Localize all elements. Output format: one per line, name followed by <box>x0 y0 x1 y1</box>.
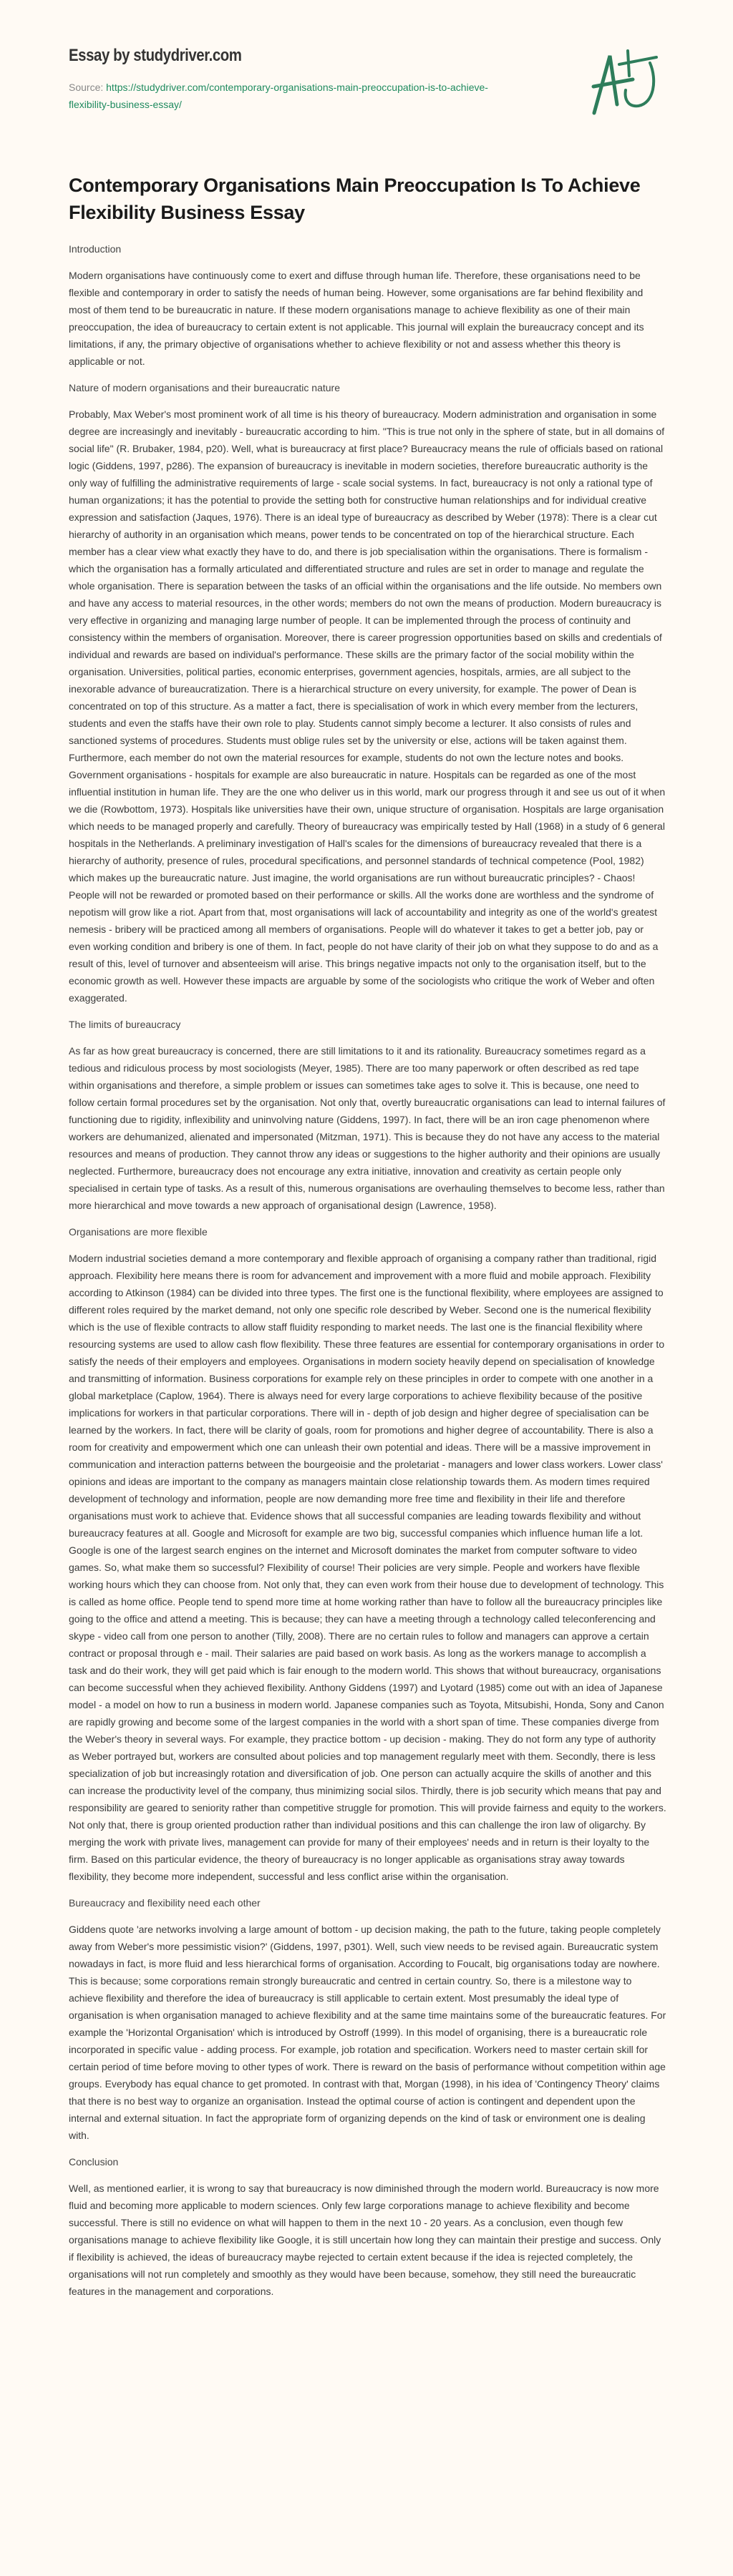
section-paragraph: Modern organisations have continuously come to exert and diffuse through human life. Therefore, these organisations need to be flexible and contemporary in order to satisfy the needs of human being. However, some organisations are far behind flexibility and most of them tend to be bureaucratic in nature. If these modern organisations manage to achieve flexibility as one of their main preoccupation, the idea of bureaucracy to certain extent is not applicable. This journal will explain the bureaucracy concept and its limitations, if any, the primary objective of organisations whether to achieve flexibility or not and assess whether this theory is applicable or not. <box>69 270 644 367</box>
section-heading: Nature of modern organisations and their bureaucratic nature <box>69 382 340 393</box>
section-heading: Introduction <box>69 243 122 255</box>
section-bureaucracy-and-flexibility <box>69 1894 665 2144</box>
section-heading: Bureaucracy and flexibility need each other <box>69 1897 261 1909</box>
section-paragraph: Modern industrial societies demand a more contemporary and flexible approach of organising a company rather than traditional, rigid approach. Flexibility here means there is room for advancement and improvement with a more fluid and mobile approach. Flexibility according to Atkinson (1984) can be divided into three types. The first one is the functional flexibility, where employees are assigned to different roles required by the market demand, not only one specific role described by Weber. Second one is the numerical flexibility which is the use of flexible contracts to allow staff fluidity responding to market needs. The last one is the financial flexibility where resourcing systems are used to allow cash flow flexibility. These three features are essential for contemporary organisations in order to satisfy the needs of their employers and employees. Organisations in modern society heavily depend on specialisation of knowledge and transmitting of information. Business corporations for example rely on these principles in order to compete with one another in a global marketplace (Caplow, 1964). There is always need for every large corporations to achieve flexibility because of the positive implications for workers in that particular corporations. There will in - depth of job design and higher degree of specialisation can be learned by the workers. In fact, there will be clarity of goals, room for promotions and higher degree of accountability. There is also a room for creativity and empowerment which one can unleash their own potential and ideas. There will be a massive improvement in communication and interaction patterns between the bourgeoisie and the proletariat - managers and lower class workers. Lower class' opinions and ideas are important to the company as managers maintain close relationship towards them. As modern times required development of technology and information, people are now demanding more free time and flexibility in their life and therefore organisations must work to achieve that. Evidence shows that all successful companies are leading towards flexibility and without bureaucracy features at all. Google and Microsoft for example are two big, successful companies which influence human life a lot. Google is one of the largest search engines on the internet and Microsoft dominates the market from computer software to video games. So, what make them so successful? Flexibility of course! Their policies are very simple. People and workers have flexible working hours which they can choose from. Not only that, they can even work from their house due to development of technology. This is called as home office. People tend to spend more time at home working rather than have to follow all the bureaucracy principles like going to the office and attend a meeting. This is because; they can have a meeting through a technology called teleconferencing and skype - video call from one person to another (Tilly, 2008). There are no certain rules to follow and managers can approve a certain contract or proposal through e - mail. Their salaries are paid based on work basis. As long as the workers manage to accomplish a task and do their work, they will get paid which is fair enough to the modern world. This shows that without bureaucracy, organisations can become successful when they achieved flexibility. Anthony Giddens (1997) and Lyotard (1985) come out with an idea of Japanese model - a model on how to run a business in modern world. Japanese companies such as Toyota, Mitsubishi, Honda, Sony and Canon are rapidly growing and become some of the largest companies in the world with a short span of time. These companies diverge from the Weber's theory in several ways. For example, they practice bottom - up decision - making. They do not form any type of authority as Weber portrayed but, workers are consulted about policies and top management regularly meet with them. Secondly, there is less specialization of job but increasingly rotation and diversification of job. One person can actually acquire the skills of another and this can increase the productivity level of the company, thus minimizing social silos. Thirdly, there is job security which means that pay and responsibility are geared to seniority rather than competitive struggle for promotion. This will provide fairness and equity to the workers. Not only that, there is group oriented production rather than individual positions and this can challenge the iron law of oligarchy. By merging the work with private lives, management can provide for many of their employees' needs and in return is their loyalty to the firm. Based on this particular evidence, the theory of bureaucracy is no longer applicable as organisations stray away towards flexibility, they become more independent, successful and less conflict arise within the organisation. <box>69 1253 666 1882</box>
section-heading: The limits of bureaucracy <box>69 1019 181 1030</box>
page-header <box>69 46 665 113</box>
section-heading: Conclusion <box>69 2156 119 2168</box>
section-paragraph: Giddens quote 'are networks involving a large amount of bottom - up decision making, the path to the future, taking people completely away from Weber's more pessimistic vision?' (Giddens, 1997, p301). Well, such view needs to be revised again. Bureaucratic system nowadays in fact, is more fluid and less hierarchical forms of organisation. According to Foucalt, big organisations today are nowhere. This is because; some corporations remain strongly bureaucratic and centred in certain country. So, there is a milestone way to achieve flexibility and therefore the idea of bureaucracy is still applicable to certain extent. Most presumably the ideal type of organisation is when organisation managed to achieve flexibility and at the same time maintains some of the bureaucratic features. For example the 'Horizontal Organisation' which is introduced by Ostroff (1999). In this model of organising, there is a bureaucratic role incorporated in specific value - adding process. For example, job rotation and specification. Workers need to master certain skill for certain period of time before moving to other types of work. There is reward on the basis of performance without competition within age groups. Everybody has equal chance to get promoted. In contrast with that, Morgan (1998), in his idea of 'Contingency Theory' claims that there is no best way to organize an organisation. Instead the optimal course of action is contingent and dependent upon the internal and external situation. In fact the appropriate form of organizing depends on the kind of task or environment one is dealing with. <box>69 1924 666 2141</box>
section-paragraph: Probably, Max Weber's most prominent work of all time is his theory of bureaucracy. Modern administration and organisation in some degree are increasingly and inevitably - bureaucratic according to him. "This is true not only in the sphere of state, but in all domains of social life" (R. Brubaker, 1984, p20). Well, what is bureaucracy at first place? Bureaucracy means the rule of officials based on rational logic (Giddens, 1997, p286). The expansion of bureaucracy is inevitable in modern societies, therefore bureaucratic authority is the only way of fulfilling the administrative requirements of large - scale social systems. In fact, bureaucracy is not only a rational type of human organizations; it has the potential to provide the setting both for constructive human relationships and for individual creative expression and satisfaction (Jaques, 1976). There is an ideal type of bureaucracy as described by Weber (1978): There is a clear cut hierarchy of authority in an organisation which means, power tends to be concentrated on top of the hierarchical structure. Each member has a clear view what exactly they have to do, and there is job specialisation within the organisations. There is formalism - which the organisation has a formally articulated and differentiated structure and rules are set in order to manage and regulate the whole organisation. There is separation between the tasks of an official within the organisations and the life outside. No members own and have any access to material resources, in the other words; members do not own the means of production. Modern bureaucracy is very effective in organizing and managing large number of people. It can be implemented through the process of continuity and consistency within the members of organisation. Moreover, there is career progression opportunities based on skills and credentials of individual and rewards are based on individual's performance. These skills are the primary factor of the social mobility within the organisation. Universities, political parties, economic enterprises, government agencies, hospitals, armies, are all subject to the inexorable advance of bureaucratization. There is a hierarchical structure on every university, for example. The power of Dean is concentrated on top of this structure. As a matter a fact, there is specialisation of work in which every member from the lecturers, students and even the staffs have their own role to play. Students cannot simply become a lecturer. It also consists of rules and sanctioned systems of procedures. Students must oblige rules set by the university or else, actions will be taken against them. Furthermore, each member do not own the material resources for example, students do not own the lecture notes and books. Government organisations - hospitals for example are also bureaucratic in nature. Hospitals can be regarded as one of the most influential institution in human life. They are the one who deliver us in this world, mark our progress through it and see us out of it when we die (Rowbottom, 1973). Hospitals like universities have their own, unique structure of organisation. Hospitals are large organisation which needs to be managed properly and carefully. Theory of bureaucracy was empirically tested by Hall (1968) in a study of 6 general hospitals in the Netherlands. A preliminary investigation of Hall's scales for the dimensions of bureaucracy revealed that there is a hierarchy of authority, presence of rules, procedural specifications, and personnel standards of technical competence (Pool, 1982) which makes up the bureaucratic nature. Just imagine, the world organisations are run without bureaucratic principles? - Chaos! People will not be rewarded or promoted based on their performance or skills. All the works done are worthless and the syndrome of nepotism will grow like a riot. Apart from that, most organisations will lack of accountability and integrity as one of the world's greatest nemesis - bribery will be practiced among all members of organisations. People will do whatever it takes to get a better job, pay or even working condition and bribery is one of them. In fact, people do not have clarity of their job on what they suppose to do and as a result of this, level of turnover and absenteeism will arise. This brings negative impacts not only to the organisation itself, but to the economic growth as well. However these impacts are arguable by some of the sociologists who critique the work of Weber and often exaggerated. <box>69 408 666 1004</box>
section-introduction <box>69 240 665 370</box>
section-nature-of-organisations <box>69 379 665 1007</box>
a-plus-logo-icon <box>588 47 667 119</box>
essay-title: Contemporary Organisations Main Preoccupation Is To Achieve Flexibility Business Essay <box>69 175 641 223</box>
section-organisations-flexible <box>69 1223 665 1885</box>
section-limits-of-bureaucracy <box>69 1016 665 1214</box>
source-line <box>69 79 527 113</box>
section-paragraph: Well, as mentioned earlier, it is wrong to say that bureaucracy is now diminished through the modern world. Bureaucracy is now more fluid and becoming more applicable to modern sciences. Only few large corporations manage to achieve flexibility and become successful. There is still no evidence on what will happen to them in the next 10 - 20 years. As a conclusion, even though few organisations manage to achieve flexibility like Google, it is still uncertain how long they can maintain their prestige and success. Only if flexibility is achieved, the ideas of bureaucracy maybe rejected to certain extent because if the idea is rejected completely, the organisations will not run completely and smoothly as they would have been because, somehow, they still need the bureaucratic features in the management and corporations. <box>69 2183 661 2297</box>
site-brand: Essay by studydriver.com <box>69 46 242 65</box>
source-label: Source: <box>69 82 107 93</box>
section-paragraph: As far as how great bureaucracy is concerned, there are still limitations to it and its rationality. Bureaucracy sometimes regard as a tedious and ridiculous process by most sociologists (Meyer, 1985). There are too many paperwork or often described as red tape within organisations and therefore, a simple problem or issues can sometimes take ages to solve it. This is because, one need to follow certain formal procedures set by the organisation. Not only that, overtly bureaucratic organisations can lead to internal failures of functioning due to rigidity, inflexibility and uninvolving nature (Giddens, 1997). In fact, there will be an iron cage phenomenon where workers are dehumanized, alienated and impersonated (Mitzman, 1971). This is because they do not have any access to the material resources and means of production. They cannot throw any ideas or suggestions to the higher authority and their opinions are usually neglected. Furthermore, bureaucracy does not encourage any extra initiative, innovation and creativity as certain people only specialised in certain type of tasks. As a result of this, numerous organisations are overhauling themselves to become less, rather than more hierarchical and move towards a new approach of organisational design (Lawrence, 1958). <box>69 1045 666 1211</box>
source-link[interactable]: https://studydriver.com/contemporary-organisations-main-preoccupation-is-to-achieve-flexibility-business-essay/ <box>69 82 488 110</box>
section-heading: Organisations are more flexible <box>69 1226 208 1238</box>
section-conclusion <box>69 2153 665 2300</box>
